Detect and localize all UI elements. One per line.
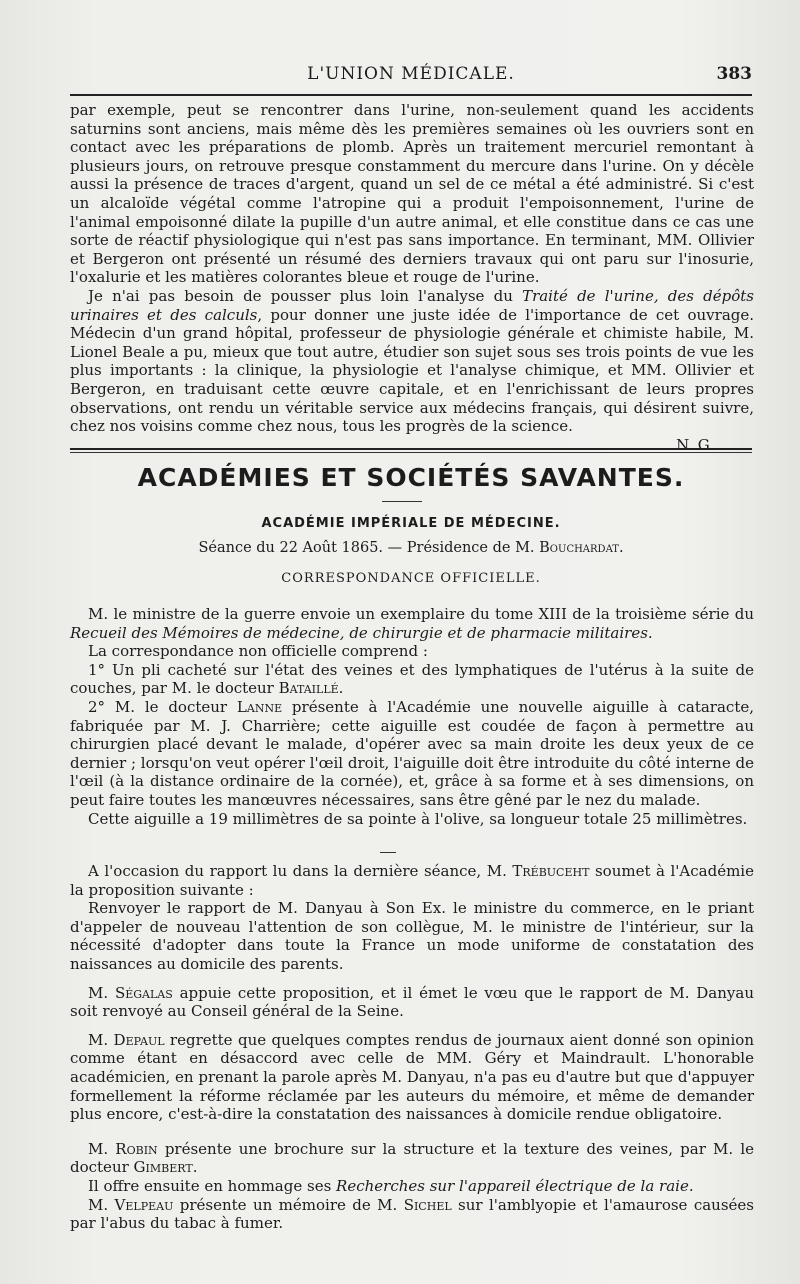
non-official-intro: La correspondance non officielle comprend :: [88, 642, 428, 661]
section-rule-top: [70, 448, 752, 450]
section-title: ACADÉMIES ET SOCIÉTÉS SAVANTES.: [137, 463, 685, 492]
proposal-text: Renvoyer le rapport de M. Danyau à Son Ex. le ministre du commerce, en le priant d'appeler de nouveau l'attention de son collègue, M. le ministre de l'intérieur, sur la nécessité d'adopter dans toute la France un mode uniforme de constatation des naissances au domicile des parents.: [70, 899, 754, 973]
item-1: 1° Un pli cacheté sur l'état des veines et des lymphatiques de l'utérus à la suite de couches, par M. le docteur Bataillé.: [70, 660, 754, 698]
proposal-intro: A l'occasion du rapport lu dans la dernière séance, M. Trébuceht soumet à l'Académie la proposition suivante :: [70, 862, 754, 899]
academy-title: ACADÉMIE IMPÉRIALE DE MÉDECINE.: [261, 516, 561, 531]
robin-item: M. Robin présente une brochure sur la structure et la texture des veines, par M. le docteur Gimbert.: [70, 1139, 754, 1177]
correspondence-heading: CORRESPONDANCE OFFICIELLE.: [281, 571, 541, 586]
paragraph-separator: [380, 852, 396, 853]
title-separator: [382, 501, 422, 502]
signature: N. G.: [676, 435, 714, 454]
header-rule: [70, 94, 752, 96]
review-paragraph-2: Je n'ai pas besoin de pousser plus loin l'analyse du Traité de l'urine, des dépôts urinaires et des calculs, pour donner une juste idée de l'importance de cet ouvrage. Médecin d'un grand hôpital, professeur de physiologie générale et chimiste habile, M. Lionel Beale a pu, mieux que tout autre, étudier son sujet sous ses trois points de vue les plus importants : la clinique, la physiologie et l'analyse chimique, et MM. Ollivier et Bergeron, en traduisant cette œuvre capitale, et en l'enrichissant de leurs propres observations, ont rendu un véritable service aux médecins français, qui désirent suivre, chez nos voisins comme chez nous, tous les progrès de la science.: [70, 286, 755, 436]
page-number: 383: [716, 64, 752, 84]
running-title: L'UNION MÉDICALE.: [307, 64, 515, 84]
book-title: Traité de l'urine, des dépôts urinaires et des calculs: [70, 286, 754, 324]
page-header: [70, 62, 752, 88]
item-2: 2° M. le docteur Lanne présente à l'Académie une nouvelle aiguille à cataracte, fabriquée par M. J. Charrière; cette aiguille est coudée de façon à permettre au chirurgien placé devant le malade, d'opérer avec sa main droite les deux yeux de ce dernier ; lorsqu'on veut opérer l'œil droit, l'aiguille doit être introduite du côté interne de l'œil (à la distance ordinaire de la cornée), et, grâce à sa forme et à ses dimensions, on peut faire toutes les manœuvres nécessaires, sans être gêné par le nez du malade.: [70, 697, 754, 809]
session-report-part1: [70, 605, 754, 828]
session-line: Séance du 22 Août 1865. — Présidence de M. Bouchardat.: [198, 540, 624, 556]
needle-dimensions: Cette aiguille a 19 millimètres de sa pointe à l'olive, sa longueur totale 25 millimètres.: [88, 809, 748, 828]
review-conclusion: [70, 101, 754, 454]
section-rule-double: [70, 452, 752, 453]
recueil-title: Recueil des Mémoires de médecine, de chirurgie et de pharmacie militaires.: [70, 623, 653, 642]
segalas-item: M. Ségalas appuie cette proposition, et il émet le vœu que le rapport de M. Danyau soit renvoyé au Conseil général de la Seine.: [70, 983, 754, 1021]
review-paragraph-1: par exemple, peut se rencontrer dans l'urine, non-seulement quand les accidents saturnins sont anciens, mais même dès les premières semaines où les ouvriers sont en contact avec les préparations de plomb. Après un traitement mercuriel remontant à plusieurs jours, on retrouve presque constamment du mercure dans l'urine. On y décèle aussi la présence de traces d'argent, quand un sel de ce métal a été administré. Si c'est un alcaloïde végétal comme l'atropine qui a produit l'empoisonnement, l'urine de l'animal empoisonné dilate la pupille d'un autre animal, et elle constitue dans ce cas une sorte de réactif physiologique qui n'est pas sans importance. En terminant, MM. Ollivier et Bergeron ont présenté un résumé des derniers travaux qui ont paru sur l'inosurie, l'oxalurie et les matières colorantes bleue et rouge de l'urine.: [70, 101, 754, 287]
president-name: Bouchardat: [539, 540, 619, 556]
depaul-item: M. Depaul regrette que quelques comptes rendus de journaux aient donné son opinion comme étant en désaccord avec celle de MM. Géry et Maindrault. L'honorable académicien, en prenant la parole après M. Danyau, n'a pas eu d'autre but que d'appuyer formellement la réforme réclamée par les auteurs du mémoire, et même de demander plus encore, c'est-à-dire la constatation des naissances à domicile rendue obligatoire.: [70, 1030, 754, 1124]
velpeau-item: M. Velpeau présente un mémoire de M. Sichel sur l'amblyopie et l'amaurose causées par l'abus du tabac à fumer.: [70, 1195, 754, 1233]
robin-offering: Il offre ensuite en hommage ses Recherches sur l'appareil électrique de la raie.: [88, 1176, 694, 1195]
session-report-part2: [70, 862, 754, 1233]
ministry-item: M. le ministre de la guerre envoie un exemplaire du tome XIII de la troisième série du Recueil des Mémoires de médecine, de chirurgie et de pharmacie militaires.: [70, 605, 754, 642]
recherches-title: Recherches sur l'appareil électrique de la raie.: [336, 1176, 694, 1195]
